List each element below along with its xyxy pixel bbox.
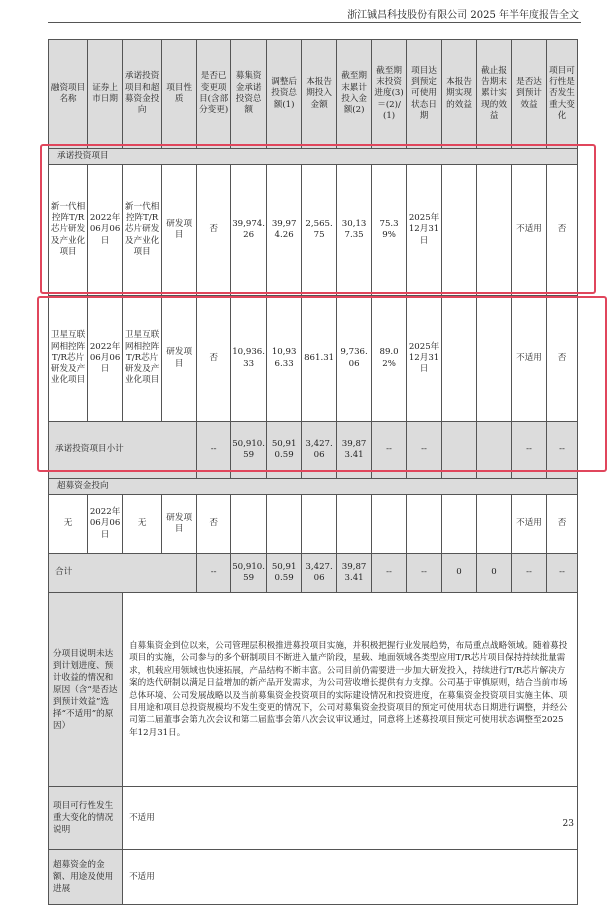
committed-amount: 50,910.59 (231, 422, 267, 479)
benefit-achieved: -- (512, 422, 547, 479)
investment-direction: 卫星互联网相控阵T/R芯片研发及产业化项目 (123, 296, 162, 422)
note-text: 自募集资金到位以来，公司管理层积极推进募投项目实施，并积极把握行业发展趋势，布局重点战略领域。随着募投项目的实施，公司参与的多个研制项目不断进入量产阶段，星载、地面领域各类型应用T/R芯片项目保持持续批量需求，机载应用领域也快速拓展，产品结构不断丰富。公司目前仍需要进一步加大研发投入，持续进行T/R芯片解决方案的迭代研制以满足日益增加的新产品开发需求，为公司营收增长提供有力支撑。公司基于审慎原则，结合当前市场总体环境、公司发展战略以及当前募集资金投资项目的实际建设情况和投资进度，在募集资金投资项目实施主体、项目用途和项目总投资规模均不发生变更的情况下，公司对募集资金投资项目的预定可使用状态日期进行调整，并经公司第二届董事会第九次会议和第二届监事会第八次会议审议通过，同意将上述募投项目预定可使用状态调整至2025年12月31日。 (123, 593, 578, 787)
ready-date: 2025年12月31日 (407, 296, 442, 422)
listing-date: 2022年06月06日 (88, 495, 123, 554)
col-header: 截至期末投资进度(3)＝(2)/(1) (372, 40, 407, 149)
col-header: 募集资金承诺投资总额 (231, 40, 267, 149)
benefit-achieved: 不适用 (512, 296, 547, 422)
col-header: 承诺投资项目和超募资金投向 (123, 40, 162, 149)
col-header: 截止报告期末累计实现的效益 (477, 40, 512, 149)
table-row (49, 495, 578, 554)
committed-amount: 39,974.26 (231, 165, 267, 296)
page-number: 23 (562, 819, 574, 829)
investment-direction: 无 (123, 495, 162, 554)
investment-direction: 新一代相控阵T/R芯片研发及产业化项目 (123, 165, 162, 296)
highlight-box-satellite (37, 296, 607, 472)
benefit-achieved: 不适用 (512, 495, 547, 554)
feasibility-change: 否 (547, 296, 578, 422)
cumulative-benefit: 0 (477, 554, 512, 593)
period-investment: 3,427.06 (302, 422, 337, 479)
adjusted-amount: 50,910.59 (267, 554, 302, 593)
ready-date: 2025年12月31日 (407, 165, 442, 296)
project-name: 新一代相控阵T/R芯片研发及产业化项目 (49, 165, 88, 296)
section-excess: 超募资金投向 (49, 479, 578, 495)
changed-flag: -- (197, 554, 231, 593)
progress: -- (372, 554, 407, 593)
col-header: 是否达到预计效益 (512, 40, 547, 149)
note-row (49, 593, 578, 787)
cumulative-investment: 30,137.35 (337, 165, 372, 296)
ready-date: -- (407, 554, 442, 593)
feasibility-change: 否 (547, 495, 578, 554)
ready-date: -- (407, 422, 442, 479)
benefit-achieved: -- (512, 554, 547, 593)
progress (372, 495, 407, 554)
listing-date: 2022年06月06日 (88, 296, 123, 422)
adjusted-amount: 50,910.59 (267, 422, 302, 479)
note-label: 超募资金的金额、用途及使用进展 (49, 850, 123, 905)
col-header: 项目可行性是否发生重大变化 (547, 40, 578, 149)
col-header: 截至期末累计投入金额(2) (337, 40, 372, 149)
section-committed: 承诺投资项目 (49, 149, 578, 165)
note-label: 分项目说明未达到计划进度、预计收益的情况和原因（含“是否达到预计效益”选择“不适用”的原因） (49, 593, 123, 787)
header-row (49, 40, 578, 149)
committed-amount (231, 495, 267, 554)
changed-flag: 否 (197, 495, 231, 554)
col-header: 调整后投资总额(1) (267, 40, 302, 149)
project-nature: 研发项目 (162, 495, 197, 554)
changed-flag: -- (197, 422, 231, 479)
progress: 75.39% (372, 165, 407, 296)
benefit-achieved: 不适用 (512, 165, 547, 296)
note-text: 不适用 (123, 850, 578, 905)
adjusted-amount: 10,936.33 (267, 296, 302, 422)
project-nature: 研发项目 (162, 165, 197, 296)
feasibility-change: -- (547, 554, 578, 593)
committed-amount: 10,936.33 (231, 296, 267, 422)
project-nature: 研发项目 (162, 296, 197, 422)
note-label: 项目可行性发生重大变化的情况说明 (49, 787, 123, 850)
committed-amount: 50,910.59 (231, 554, 267, 593)
page-header: 浙江铖昌科技股份有限公司 2025 年半年度报告全文 (347, 10, 579, 21)
note-text: 不适用 (123, 787, 578, 850)
col-header: 证券上市日期 (88, 40, 123, 149)
cumulative-investment: 39,873.41 (337, 422, 372, 479)
cumulative-investment: 9,736.06 (337, 296, 372, 422)
progress: -- (372, 422, 407, 479)
project-name: 无 (49, 495, 88, 554)
changed-flag: 否 (197, 165, 231, 296)
cumulative-benefit (477, 495, 512, 554)
period-benefit: 0 (442, 554, 477, 593)
period-investment: 3,427.06 (302, 554, 337, 593)
col-header: 是否已变更项目(含部分变更) (197, 40, 231, 149)
cumulative-investment (337, 495, 372, 554)
note-row (49, 787, 578, 850)
col-header: 项目达到预定可使用状态日期 (407, 40, 442, 149)
subtotal-label: 承诺投资项目小计 (49, 422, 197, 479)
period-benefit (442, 495, 477, 554)
header-rule (48, 22, 581, 23)
listing-date: 2022年06月06日 (88, 165, 123, 296)
col-header: 本报告期投入金额 (302, 40, 337, 149)
progress: 89.02% (372, 296, 407, 422)
total-row (49, 554, 578, 593)
note-row (49, 850, 578, 905)
period-investment: 2,565.75 (302, 165, 337, 296)
col-header: 项目性质 (162, 40, 197, 149)
ready-date (407, 495, 442, 554)
period-investment: 861.31 (302, 296, 337, 422)
changed-flag: 否 (197, 296, 231, 422)
period-investment (302, 495, 337, 554)
col-header: 融资项目名称 (49, 40, 88, 149)
project-name: 卫星互联网相控阵T/R芯片研发及产业化项目 (49, 296, 88, 422)
highlight-box-committed (40, 144, 596, 294)
cumulative-investment: 39,873.41 (337, 554, 372, 593)
adjusted-amount (267, 495, 302, 554)
section-row (49, 479, 578, 495)
col-header: 本报告期实现的效益 (442, 40, 477, 149)
feasibility-change: 否 (547, 165, 578, 296)
feasibility-change: -- (547, 422, 578, 479)
adjusted-amount: 39,974.26 (267, 165, 302, 296)
total-label: 合计 (49, 554, 197, 593)
